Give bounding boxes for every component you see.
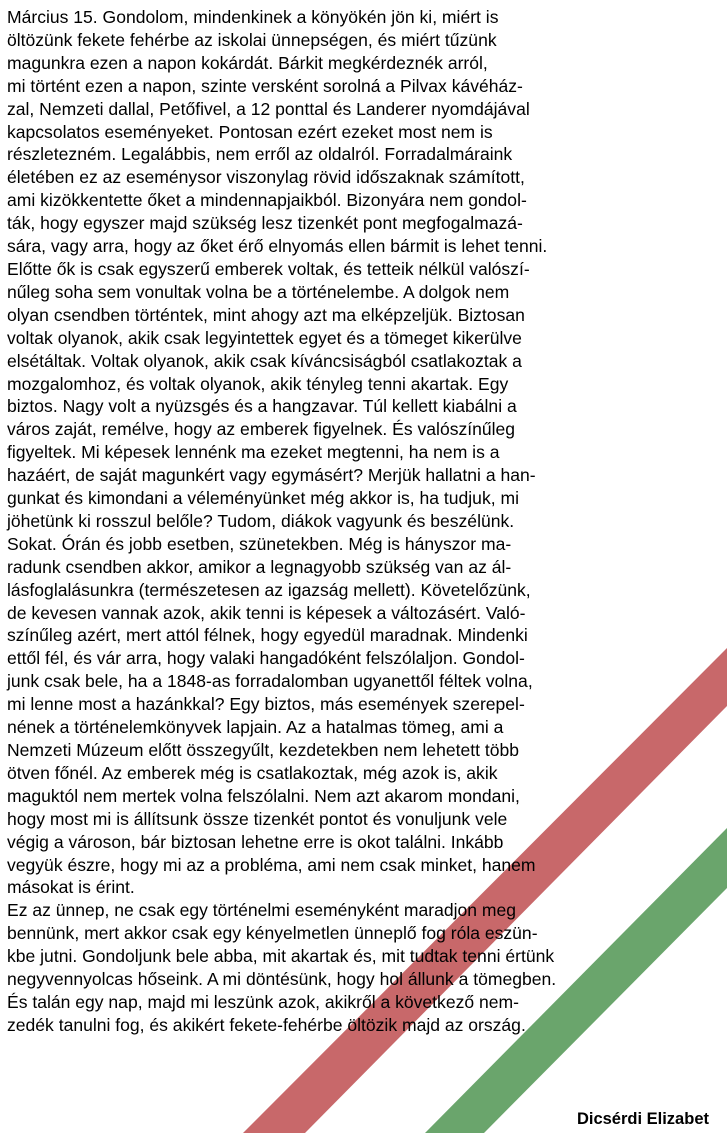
essay-text: [7, 6, 725, 1037]
text-line: lásfoglalásunkra (természetesen az igazság mellett). Követelőzünk,: [7, 579, 531, 600]
text-line: öltözünk fekete fehérbe az iskolai ünnepségen, és miért tűzünk: [7, 29, 497, 50]
text-line: sára, vagy arra, hogy az őket érő elnyomás ellen bármit is lehet tenni.: [7, 236, 548, 257]
text-line: maguktól nem mertek volna felszólalni. Nem azt akarom mondani,: [7, 785, 520, 806]
text-line: életében ez az eseménysor viszonylag rövid időszaknak számított,: [7, 167, 525, 188]
text-line: mozgalomhoz, és voltak olyanok, akik tényleg tenni akartak. Egy: [7, 373, 509, 394]
text-line: bennünk, mert akkor csak egy kényelmetlen ünneplő fog róla eszün-: [7, 923, 538, 944]
text-line: biztos. Nagy volt a nyüzsgés és a hangzavar. Túl kellett kiabálni a: [7, 396, 517, 417]
text-line: jöhetünk ki rosszul belőle? Tudom, diákok vagyunk és beszélünk.: [7, 510, 515, 531]
text-line: És talán egy nap, majd mi leszünk azok, akikről a következő nem-: [7, 991, 519, 1012]
text-line: Nemzeti Múzeum előtt összegyűlt, kezdetekben nem lehetett több: [7, 740, 519, 760]
text-line: gunkat és kimondani a véleményünket még akkor is, ha tudjuk, mi: [7, 488, 519, 509]
text-line: zedék tanulni fog, és akikért fekete-fehérbe öltözik majd az ország.: [7, 1014, 526, 1035]
text-line: figyeltek. Mi képesek lennénk ma ezeket megtenni, ha nem is a: [7, 442, 500, 463]
text-line: magunkra ezen a napon kokárdát. Bárkit megkérdeznék arról,: [7, 52, 488, 73]
text-line: részletezném. Legalábbis, nem erről az oldalról. Forradalmáraink: [7, 144, 513, 165]
text-line: mi történt ezen a napon, szinte versként sorolná a Pilvax kávéház-: [7, 75, 523, 96]
text-line: Előtte ők is csak egyszerű emberek voltak, és tetteik nélkül valószí-: [7, 258, 530, 279]
text-line: junk csak bele, ha a 1848-as forradalomban ugyanettől féltek volna,: [7, 671, 533, 692]
text-line: olyan csendben történtek, mint ahogy azt ma elképzeljük. Biztosan: [7, 304, 525, 325]
text-line: radunk csendben akkor, amikor a legnagyobb szükség van az ál-: [7, 556, 512, 577]
text-line: de kevesen vannak azok, akik tenni is képesek a változásért. Való-: [7, 602, 526, 623]
text-line: végig a városon, bár biztosan lehetne erre is okot találni. Inkább: [7, 831, 504, 852]
text-line: nűleg soha sem vonultak volna be a történelembe. A dolgok nem: [7, 281, 510, 302]
text-line: mi lenne most a hazánkkal? Egy biztos, más események szerepel-: [7, 694, 525, 715]
text-line: Sokat. Órán és jobb esetben, szünetekben. Még is hányszor ma-: [7, 533, 512, 554]
text-line: ettől fél, és vár arra, hogy valaki hangadóként felszólaljon. Gondol-: [7, 648, 525, 669]
text-line: hazáért, de saját magunkért vagy egymásért? Merjük hallatni a han-: [7, 465, 536, 486]
text-line: ták, hogy egyszer majd szükség lesz tizenkét pont megfogalmazá-: [7, 213, 523, 234]
text-line: Ez az ünnep, ne csak egy történelmi eseményként maradjon meg: [7, 900, 517, 921]
text-line: hogy most mi is állítsunk össze tizenkét pontot és vonuljunk vele: [7, 808, 508, 829]
text-line: kbe jutni. Gondoljunk bele abba, mit akartak és, mit tudtak tenni értünk: [7, 946, 555, 967]
text-line: ami kizökkentette őket a mindennapjaikból. Bizonyára nem gondol-: [7, 190, 527, 211]
text-line: voltak olyanok, akik csak legyintettek egyet és a tömeget kikerülve: [7, 327, 522, 348]
text-line: nének a történelemkönyvek lapjain. Az a hatalmas tömeg, ami a: [7, 717, 504, 738]
text-line: elsétáltak. Voltak olyanok, akik csak kíváncsiságból csatlakoztak a: [7, 350, 522, 371]
text-line: város zaját, remélve, hogy az emberek figyelnek. És valószínűleg: [7, 419, 516, 440]
text-line: színűleg azért, mert attól félnek, hogy egyedül maradnak. Mindenki: [7, 625, 528, 646]
text-line: vegyük észre, hogy mi az a probléma, ami nem csak minket, hanem: [7, 854, 536, 875]
text-line: zal, Nemzeti dallal, Petőfivel, a 12 ponttal és Landerer nyomdájával: [7, 98, 530, 119]
text-line: Március 15. Gondolom, mindenkinek a könyökén jön ki, miért is: [7, 7, 499, 27]
author-signature: Dicsérdi Elizabet: [576, 1110, 709, 1128]
text-line: ötven főnél. Az emberek még is csatlakoztak, még azok is, akik: [7, 762, 498, 783]
text-line: negyvennyolcas hőseink. A mi döntésünk, hogy hol állunk a tömegben.: [7, 969, 557, 990]
text-line: kapcsolatos eseményeket. Pontosan ezért ezeket most nem is: [7, 121, 493, 142]
text-line: másokat is érint.: [7, 877, 135, 898]
